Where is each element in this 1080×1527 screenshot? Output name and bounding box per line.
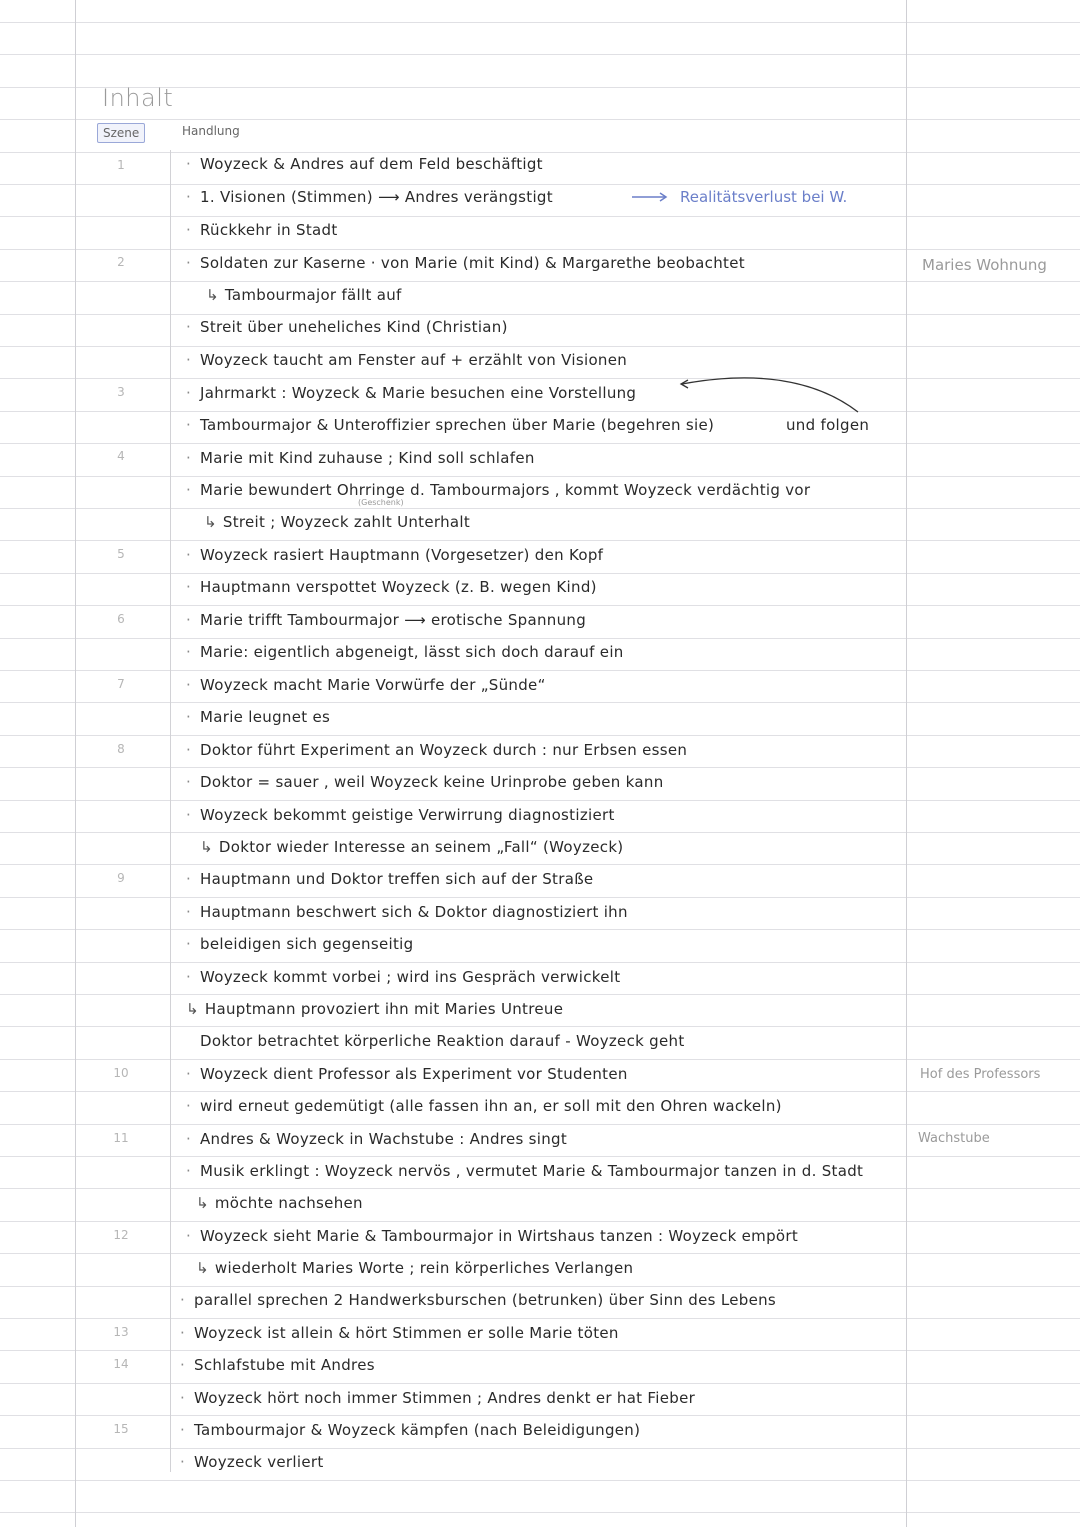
ruled-line [0,1512,1080,1513]
curved-arrow-icon [676,372,866,416]
ruled-line [0,54,1080,55]
ruled-line [0,1253,1080,1254]
ruled-line [0,1415,1080,1416]
ruled-line [0,1286,1080,1287]
scene-number: 8 [117,742,125,756]
arrow-sub-icon: ↳ [206,286,219,304]
scene-number: 14 [113,1357,129,1371]
plot-line: · Tambourmajor & Unteroffizier sprechen über Marie (begehren sie) [186,416,715,434]
plot-line: · Woyzeck macht Marie Vorwürfe der „Sünde“ [186,676,546,694]
ruled-line [0,832,1080,833]
plot-line: · Rückkehr in Stadt [186,221,338,239]
scene-number: 6 [117,612,125,626]
plot-line: · Woyzeck ist allein & hört Stimmen er solle Marie töten [180,1324,619,1342]
plot-line: · parallel sprechen 2 Handwerksburschen (betrunken) über Sinn des Lebens [180,1291,777,1309]
ruled-line [0,281,1080,282]
plot-line: · Schlafstube mit Andres [180,1356,375,1374]
ruled-line [0,1091,1080,1092]
ruled-line [0,119,1080,120]
plot-line: · Hauptmann und Doktor treffen sich auf der Straße [186,870,594,888]
plot-subline: ↳ wiederholt Maries Worte ; rein körperliches Verlangen [196,1259,634,1277]
ruled-line [0,1221,1080,1222]
ruled-line [0,1188,1080,1189]
plot-line: · Hauptmann verspottet Woyzeck (z. B. wegen Kind) [186,578,597,596]
plot-subline: ↳ Hauptmann provoziert ihn mit Maries Untreue [186,1000,564,1018]
ruled-line [0,249,1080,250]
location-note: Wachstube [918,1131,990,1146]
ruled-line [0,767,1080,768]
plot-line: · Woyzeck hört noch immer Stimmen ; Andres denkt er hat Fieber [180,1389,696,1407]
plot-line: · Marie mit Kind zuhause ; Kind soll schlafen [186,449,535,467]
ruled-line [0,1026,1080,1027]
location-note: Maries Wohnung [922,256,1047,274]
ruled-line [0,1448,1080,1449]
ruled-line [0,573,1080,574]
plot-line: · Woyzeck dient Professor als Experiment vor Studenten [186,1065,628,1083]
plot-line: · Woyzeck taucht am Fenster auf + erzählt von Visionen [186,351,628,369]
ruled-line [0,702,1080,703]
ruled-line [0,735,1080,736]
location-note: Hof des Professors [920,1067,1041,1082]
plot-line: · Tambourmajor & Woyzeck kämpfen (nach Beleidigungen) [180,1421,641,1439]
arrow-sub-icon: ↳ [200,838,213,856]
plot-subline: Doktor betrachtet körperliche Reaktion darauf - Woyzeck geht [200,1032,685,1050]
ruled-line [0,184,1080,185]
arrow-sub-icon: ↳ [204,513,217,531]
ruled-line [0,1156,1080,1157]
arrow-sub-icon: ↳ [196,1194,209,1212]
plot-subline: ↳ möchte nachsehen [196,1194,363,1212]
plot-line: · Marie bewundert Ohrringe d. Tambourmajors , kommt Woyzeck verdächtig vor [186,481,811,499]
ruled-line [0,411,1080,412]
arrow-right-icon [632,190,672,204]
scene-number: 10 [113,1066,129,1080]
plot-line: · 1. Visionen (Stimmen) ⟶ Andres verängstigt [186,188,553,206]
ruled-line [0,22,1080,23]
plot-subline: ↳ Tambourmajor fällt auf [206,286,402,304]
scene-number: 4 [117,449,125,463]
right-margin-line [906,0,907,1527]
ruled-line [0,929,1080,930]
ruled-line [0,476,1080,477]
ruled-line [0,1124,1080,1125]
column-divider [170,150,171,1472]
plot-line: · Soldaten zur Kaserne · von Marie (mit Kind) & Margarethe beobachtet [186,254,745,272]
plot-line: · Woyzeck rasiert Hauptmann (Vorgesetzer) den Kopf [186,546,604,564]
scene-number: 2 [117,255,125,269]
ruled-line [0,1318,1080,1319]
ruled-line [0,314,1080,315]
plot-line: · Doktor führt Experiment an Woyzeck durch : nur Erbsen essen [186,741,688,759]
plot-line: · Jahrmarkt : Woyzeck & Marie besuchen eine Vorstellung [186,384,637,402]
left-margin-line [75,0,76,1527]
ruled-line [0,605,1080,606]
plot-subline: ↳ Doktor wieder Interesse an seinem „Fall“ (Woyzeck) [200,838,624,856]
ruled-line [0,1480,1080,1481]
arrow-sub-icon: ↳ [186,1000,199,1018]
plot-line: · wird erneut gedemütigt (alle fassen ihn an, er soll mit den Ohren wackeln) [186,1097,782,1115]
plot-line: · Woyzeck verliert [180,1453,324,1471]
ruled-line [0,346,1080,347]
ruled-line [0,864,1080,865]
ruled-line [0,540,1080,541]
ruled-line [0,443,1080,444]
ruled-line [0,800,1080,801]
plot-line: · Musik erklingt : Woyzeck nervös , vermutet Marie & Tambourmajor tanzen in d. Stadt [186,1162,864,1180]
scene-number: 3 [117,385,125,399]
header-plot: Handlung [182,124,240,138]
scene-number: 5 [117,547,125,561]
ruled-line [0,670,1080,671]
annotation-geschenk: (Geschenk) [358,498,404,507]
header-scene: Szene [97,123,145,143]
plot-line: · Woyzeck bekommt geistige Verwirrung diagnostiziert [186,806,615,824]
annotation-folgen: und folgen [786,416,870,434]
plot-line: · Woyzeck & Andres auf dem Feld beschäftigt [186,155,543,173]
ruled-line [0,638,1080,639]
ruled-line [0,1350,1080,1351]
plot-subline: ↳ Streit ; Woyzeck zahlt Unterhalt [204,513,471,531]
scene-number: 1 [117,158,125,172]
ruled-line [0,994,1080,995]
ruled-line [0,897,1080,898]
scene-number: 7 [117,677,125,691]
ruled-line [0,1059,1080,1060]
scene-number: 9 [117,871,125,885]
plot-line: · beleidigen sich gegenseitig [186,935,414,953]
scene-number: 12 [113,1228,129,1242]
plot-line: · Hauptmann beschwert sich & Doktor diagnostiziert ihn [186,903,628,921]
plot-line: · Andres & Woyzeck in Wachstube : Andres singt [186,1130,568,1148]
scene-number: 13 [113,1325,129,1339]
ruled-line [0,216,1080,217]
scene-number: 15 [113,1422,129,1436]
ruled-line [0,1383,1080,1384]
annotation-realitaetsverlust: Realitätsverlust bei W. [680,188,848,206]
plot-line: · Marie: eigentlich abgeneigt, lässt sich doch darauf ein [186,643,624,661]
plot-line: · Woyzeck kommt vorbei ; wird ins Gespräch verwickelt [186,968,621,986]
plot-line: · Marie leugnet es [186,708,331,726]
plot-line: · Doktor = sauer , weil Woyzeck keine Urinprobe geben kann [186,773,664,791]
plot-line: · Marie trifft Tambourmajor ⟶ erotische Spannung [186,611,587,629]
plot-line: · Streit über uneheliches Kind (Christian) [186,318,508,336]
ruled-line [0,378,1080,379]
plot-line: · Woyzeck sieht Marie & Tambourmajor in Wirtshaus tanzen : Woyzeck empört [186,1227,799,1245]
page-title: Inhalt [102,84,174,112]
ruled-line [0,508,1080,509]
arrow-sub-icon: ↳ [196,1259,209,1277]
ruled-line [0,152,1080,153]
ruled-line [0,962,1080,963]
scene-number: 11 [113,1131,129,1145]
